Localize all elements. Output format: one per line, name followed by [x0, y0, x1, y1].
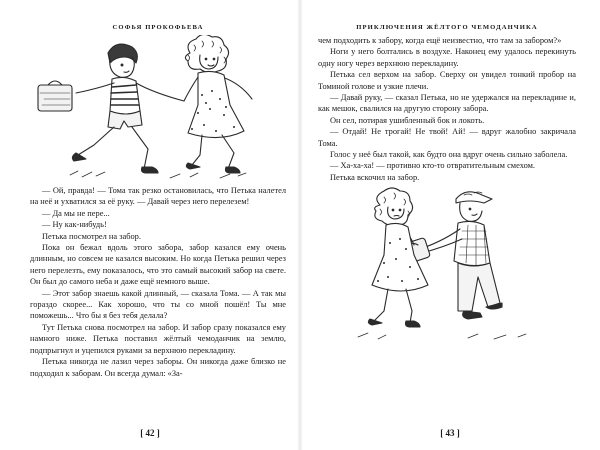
children-tugging-suitcase-drawing — [318, 187, 568, 345]
left-page-number: [ 42 ] — [140, 428, 160, 438]
paragraph: — Ну как-нибудь! — [42, 220, 107, 230]
paragraph: Петька вскочил на забор. — [330, 172, 420, 182]
paragraph: — Ой, правда! — Тома так резко остановилась, что Петька налетел на неё и ухватился за её руку. — Давай через него перелезем! — [30, 186, 286, 207]
left-body-text — [30, 185, 286, 379]
paragraph: Ноги у него болтались в воздухе. Наконец ему удалось перекинуть одну ногу через верхнюю перекладину. — [318, 47, 576, 68]
page-number-43: 43 — [445, 428, 455, 438]
children-running-drawing — [30, 35, 286, 185]
paragraph: Петька никогда не лазил через заборы. Он никогда даже близко не подходил к заборам. Он всегда думал: «За- — [30, 357, 286, 378]
paragraph: Пока он бежал вдоль этого забора, забор казался ему очень длинным, но совсем не казался высоким. Но когда Петька решил через него перелезть, ему показалось, что это самый высокий забор на свете. Он был до самого неба и даже ещё немного выше. — [30, 243, 286, 287]
page-number-42: 42 — [145, 428, 155, 438]
paragraph: Голос у неё был такой, как будто она вдруг очень сильно заболела. — [330, 150, 568, 160]
right-body-text — [318, 35, 576, 183]
paragraph: Петька сел верхом на забор. Сверху он увидел тонкий пробор на Томиной голове и узкие плечи. — [318, 70, 576, 91]
paragraph: Петька посмотрел на забор. — [42, 231, 141, 241]
left-running-head: СОФЬЯ ПРОКОФЬЕВА — [112, 24, 204, 31]
right-illustration — [318, 187, 576, 345]
left-illustration — [30, 35, 286, 185]
paragraph: Тут Петька снова посмотрел на забор. И забор сразу показался ему намного ниже. Петька поставил жёлтый чемоданчик на землю, подпрыгнул и уцепился руками за верхнюю перекладину. — [30, 322, 286, 355]
right-page — [300, 0, 600, 450]
paragraph: — Да мы не пере... — [42, 208, 110, 218]
paragraph: — Давай руку, — сказал Петька, но не удержался на перекладине и, как мешок, свалился на другую сторону забора. — [318, 93, 576, 114]
right-running-head: ПРИКЛЮЧЕНИЯ ЖЁЛТОГО ЧЕМОДАНЧИКА — [356, 24, 538, 31]
paragraph: — Этот забор знаешь какой длинный, — сказала Тома. — А так мы гораздо скорее... Как хорошо, что ты со мной пошёл! Ты мне поможешь... Что бы я без тебя делала? — [30, 288, 286, 321]
paragraph: Он сел, потирая ушибленный бок и локоть. — [330, 115, 485, 125]
paragraph: — Ха-ха-ха! — противно кто-то отвратительным смехом. — [330, 161, 535, 171]
right-page-number: [ 43 ] — [440, 428, 460, 438]
paragraph: чем подходить к забору, когда ещё неизвестно, что там за забором?» — [318, 36, 562, 45]
paragraph: — Отдай! Не трогай! Не твой! Ай! — вдруг жалобно закричала Тома. — [318, 127, 576, 148]
